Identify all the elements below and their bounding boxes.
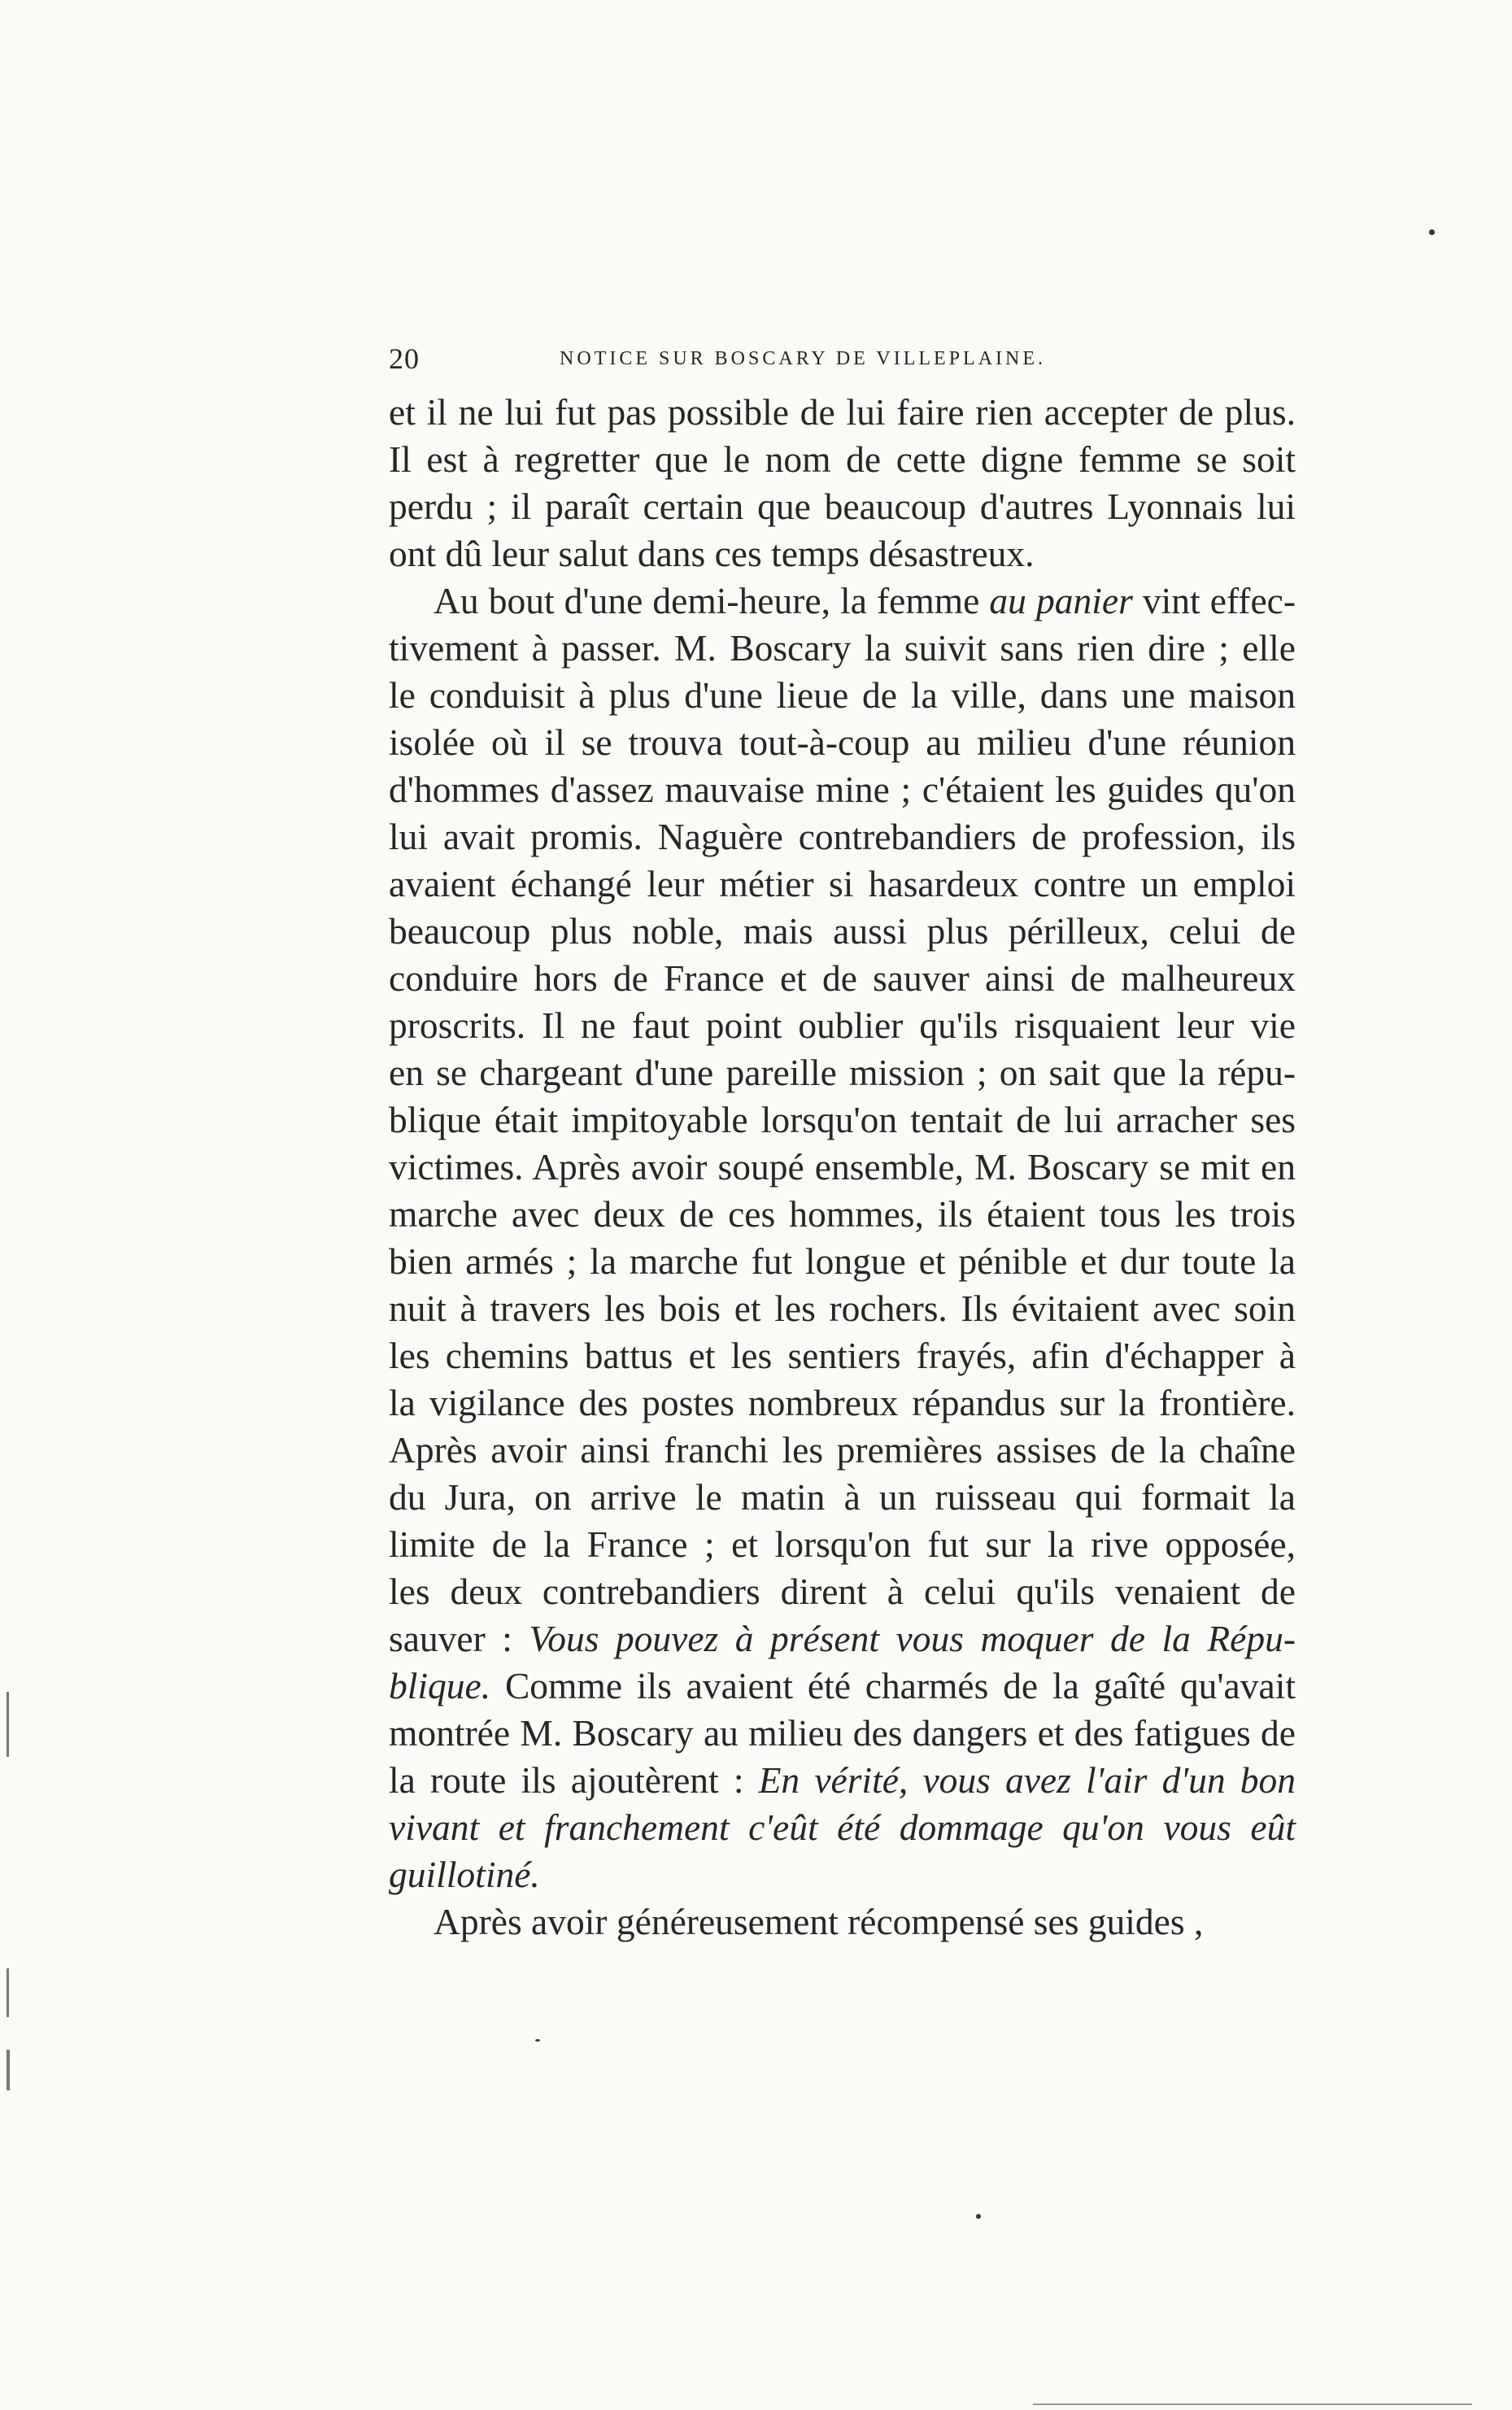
text-line	[389, 1474, 1296, 1521]
text-line	[389, 1757, 1296, 1804]
text-segment: limite de la France ; et lorsqu'on fut sur la rive opposée,	[389, 1523, 1296, 1565]
text-line	[389, 625, 1296, 672]
text-line	[389, 577, 1296, 625]
italic-text: blique.	[389, 1665, 491, 1706]
text-segment: les chemins battus et les sentiers frayés, afin d'échapper à	[389, 1335, 1296, 1376]
text-line	[389, 955, 1296, 1002]
text-line	[389, 1049, 1296, 1096]
text-line	[389, 1521, 1296, 1568]
text-line	[389, 1238, 1296, 1285]
text-line	[389, 1144, 1296, 1191]
text-segment: Il est à regretter que le nom de cette digne femme se soit	[389, 438, 1296, 480]
text-segment: ont dû leur salut dans ces temps désastreux.	[389, 533, 1035, 574]
text-segment: avaient échangé leur métier si hasardeux contre un emploi	[389, 863, 1296, 904]
text-segment: bien armés ; la marche fut longue et pénible et dur toute la	[389, 1240, 1296, 1282]
italic-text: guillotiné.	[389, 1854, 540, 1895]
text-segment: du Jura, on arrive le matin à un ruisseau qui formait la	[389, 1476, 1296, 1518]
text-line	[389, 1332, 1296, 1379]
text-segment: Après avoir ainsi franchi les premières assises de la chaîne	[389, 1429, 1296, 1471]
text-line	[389, 1002, 1296, 1049]
text-line	[389, 1568, 1296, 1615]
text-segment: proscrits. Il ne faut point oublier qu'ils risquaient leur vie	[389, 1005, 1296, 1046]
text-line	[389, 530, 1296, 577]
text-line	[389, 1804, 1296, 1851]
text-segment: lui avait promis. Naguère contrebandiers de profession, ils	[389, 816, 1296, 857]
text-line	[389, 1285, 1296, 1332]
text-segment: Au bout d'une demi-heure, la femme	[434, 580, 990, 621]
text-segment: et il ne lui fut pas possible de lui faire rien accepter de plus.	[389, 391, 1296, 433]
text-segment: d'hommes d'assez mauvaise mine ; c'étaient les guides qu'on	[389, 769, 1296, 810]
text-segment: victimes. Après avoir soupé ensemble, M. Boscary se mit en	[389, 1146, 1296, 1188]
italic-text: Vous pouvez à présent vous moquer de la Répu-	[529, 1618, 1296, 1659]
scan-bottom-rule	[1033, 2403, 1472, 2405]
text-line	[389, 1898, 1296, 1946]
text-segment: la route ils ajoutèrent :	[389, 1759, 759, 1801]
text-line	[389, 861, 1296, 908]
running-title: NOTICE SUR BOSCARY DE VILLEPLAINE.	[560, 348, 1047, 369]
text-segment: le conduisit à plus d'une lieue de la ville, dans une maison	[389, 674, 1296, 716]
italic-text: au panier	[989, 580, 1133, 621]
text-segment: les deux contrebandiers dirent à celui qu'ils venaient de	[389, 1571, 1296, 1612]
text-line	[389, 1615, 1296, 1663]
text-line	[389, 1851, 1296, 1898]
text-line	[389, 1096, 1296, 1144]
text-segment: montrée M. Boscary au milieu des dangers et des fatigues de	[389, 1712, 1296, 1754]
text-line	[389, 389, 1296, 436]
scan-edge-mark	[7, 1692, 9, 1757]
ink-speck	[976, 2214, 981, 2219]
text-segment: conduire hors de France et de sauver ainsi de malheureux	[389, 957, 1296, 999]
text-line	[389, 1427, 1296, 1474]
text-line	[389, 766, 1296, 813]
text-line	[389, 672, 1296, 719]
text-segment: nuit à travers les bois et les rochers. Ils évitaient avec soin	[389, 1288, 1296, 1329]
text-segment: la vigilance des postes nombreux répandus sur la frontière.	[389, 1382, 1296, 1423]
text-line	[389, 908, 1296, 955]
italic-text: En vérité, vous avez l'air d'un bon	[758, 1759, 1296, 1801]
text-segment: Comme ils avaient été charmés de la gaîté qu'avait	[490, 1665, 1296, 1706]
text-segment: marche avec deux de ces hommes, ils étaient tous les trois	[389, 1193, 1296, 1235]
text-line	[389, 1379, 1296, 1427]
text-line	[389, 1710, 1296, 1757]
text-line	[389, 1663, 1296, 1710]
page-header	[389, 342, 1064, 382]
text-segment: en se chargeant d'une pareille mission ; on sait que la répu-	[389, 1052, 1296, 1093]
text-line	[389, 483, 1296, 530]
text-segment: tivement à passer. M. Boscary la suivit sans rien dire ; elle	[389, 627, 1296, 669]
text-segment: beaucoup plus noble, mais aussi plus périlleux, celui de	[389, 910, 1296, 952]
text-line	[389, 1191, 1296, 1238]
text-segment: isolée où il se trouva tout-à-coup au milieu d'une réunion	[389, 721, 1296, 763]
italic-text: vivant et franchement c'eût été dommage qu'on vous eût	[389, 1806, 1296, 1848]
text-line	[389, 813, 1296, 861]
ink-speck	[1429, 229, 1435, 235]
text-segment: perdu ; il paraît certain que beaucoup d'autres Lyonnais lui	[389, 486, 1296, 527]
scan-edge-mark	[7, 1968, 9, 2017]
text-segment: Après avoir généreusement récompensé ses guides ,	[434, 1901, 1204, 1942]
text-segment: vint effec-	[1132, 580, 1296, 621]
body-text	[389, 389, 1296, 1946]
text-segment: sauver :	[389, 1618, 529, 1659]
text-line	[389, 436, 1296, 483]
text-segment: blique était impitoyable lorsqu'on tentait de lui arracher ses	[389, 1099, 1296, 1140]
ink-speck	[535, 2039, 540, 2042]
page-number: 20	[389, 342, 420, 375]
text-line	[389, 719, 1296, 766]
scan-edge-mark	[7, 2050, 10, 2090]
